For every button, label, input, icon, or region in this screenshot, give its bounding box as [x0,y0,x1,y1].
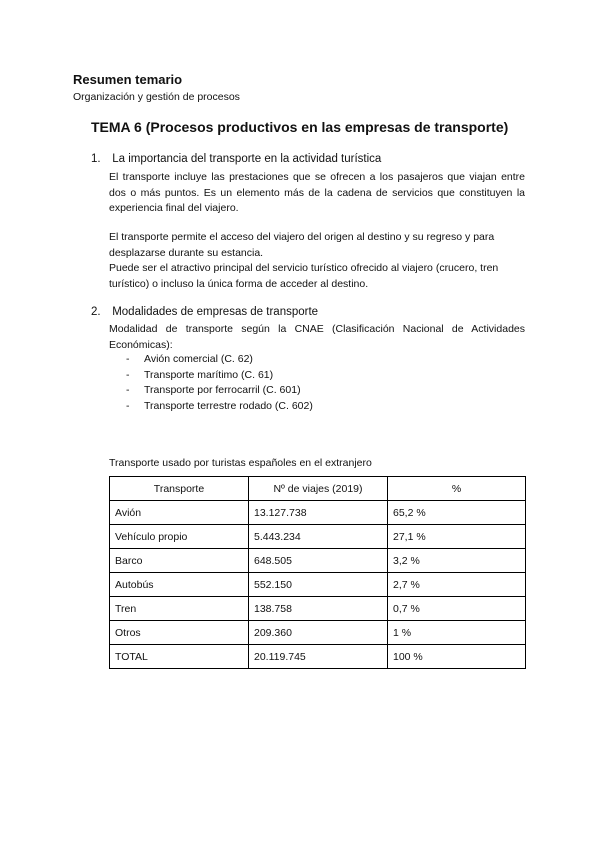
modalidades-list [126,352,313,414]
section-1-paragraph-3: Puede ser el atractivo principal del servicio turístico ofrecido al viajero (crucero, tren turístico) o incluso la única forma de acceder al destino. [109,262,499,290]
section-1-heading-text: La importancia del transporte en la actividad turística [112,153,382,165]
list-item: - Transporte terrestre rodado (C. 602) [126,399,313,412]
table-cell: Tren [110,597,249,621]
table-cell: 1 % [388,621,526,645]
list-item: - Avión comercial (C. 62) [126,353,253,365]
table-cell: 209.360 [249,621,388,645]
table-cell: 2,7 % [388,573,526,597]
table-cell: 648.505 [249,549,388,573]
list-item: - Transporte por ferrocarril (C. 601) [126,384,301,396]
table-row [110,525,526,549]
section-2-intro: Modalidad de transporte según la CNAE (Clasificación Nacional de Actividades Económicas): [109,323,525,351]
table-row [110,621,526,645]
table-cell: Otros [110,621,249,645]
column-header-viajes: Nº de viajes (2019) [249,477,388,501]
section-2-heading [91,306,318,318]
table-cell: 65,2 % [388,501,526,525]
table-cell: 13.127.738 [249,501,388,525]
table-cell: 138.758 [249,597,388,621]
table-row [110,597,526,621]
column-header-percent: % [388,477,526,501]
table-cell: TOTAL [110,645,249,669]
table-row [110,573,526,597]
table-cell: 3,2 % [388,549,526,573]
transport-table [109,476,526,669]
table-row [110,501,526,525]
table-cell: 100 % [388,645,526,669]
table-cell: 20.119.745 [249,645,388,669]
section-1-paragraph-2: El transporte permite el acceso del viajero del origen al destino y su regreso y para desplazarse durante su estancia. [109,231,495,259]
tema-title: TEMA 6 (Procesos productivos en las empresas de transporte) [91,119,509,135]
section-1-number: 1. [91,153,101,165]
section-2-heading-text: Modalidades de empresas de transporte [112,306,319,318]
section-1-heading [91,153,381,165]
table-cell: Barco [110,549,249,573]
table-cell: Avión [110,501,249,525]
table-row [110,549,526,573]
document-subtitle: Organización y gestión de procesos [73,91,240,103]
document-title: Resumen temario [73,72,183,87]
section-2-number: 2. [91,306,101,318]
table-cell: 5.443.234 [249,525,388,549]
list-item: - Transporte marítimo (C. 61) [126,368,274,381]
table-cell: Autobús [110,573,249,597]
column-header-transporte: Transporte [110,477,249,501]
table-cell: 27,1 % [388,525,526,549]
table-header-row [110,477,526,501]
table-cell: 0,7 % [388,597,526,621]
table-caption: Transporte usado por turistas españoles en el extranjero [109,457,372,469]
table-row-total [110,645,526,669]
table-cell: Vehículo propio [110,525,249,549]
section-1-paragraph-1: El transporte incluye las prestaciones que se ofrecen a los pasajeros que viajan entre dos o más puntos. Es un elemento más de la cadena de servicios que constituyen la experiencia final del viajero. [109,171,525,214]
table-cell: 552.150 [249,573,388,597]
